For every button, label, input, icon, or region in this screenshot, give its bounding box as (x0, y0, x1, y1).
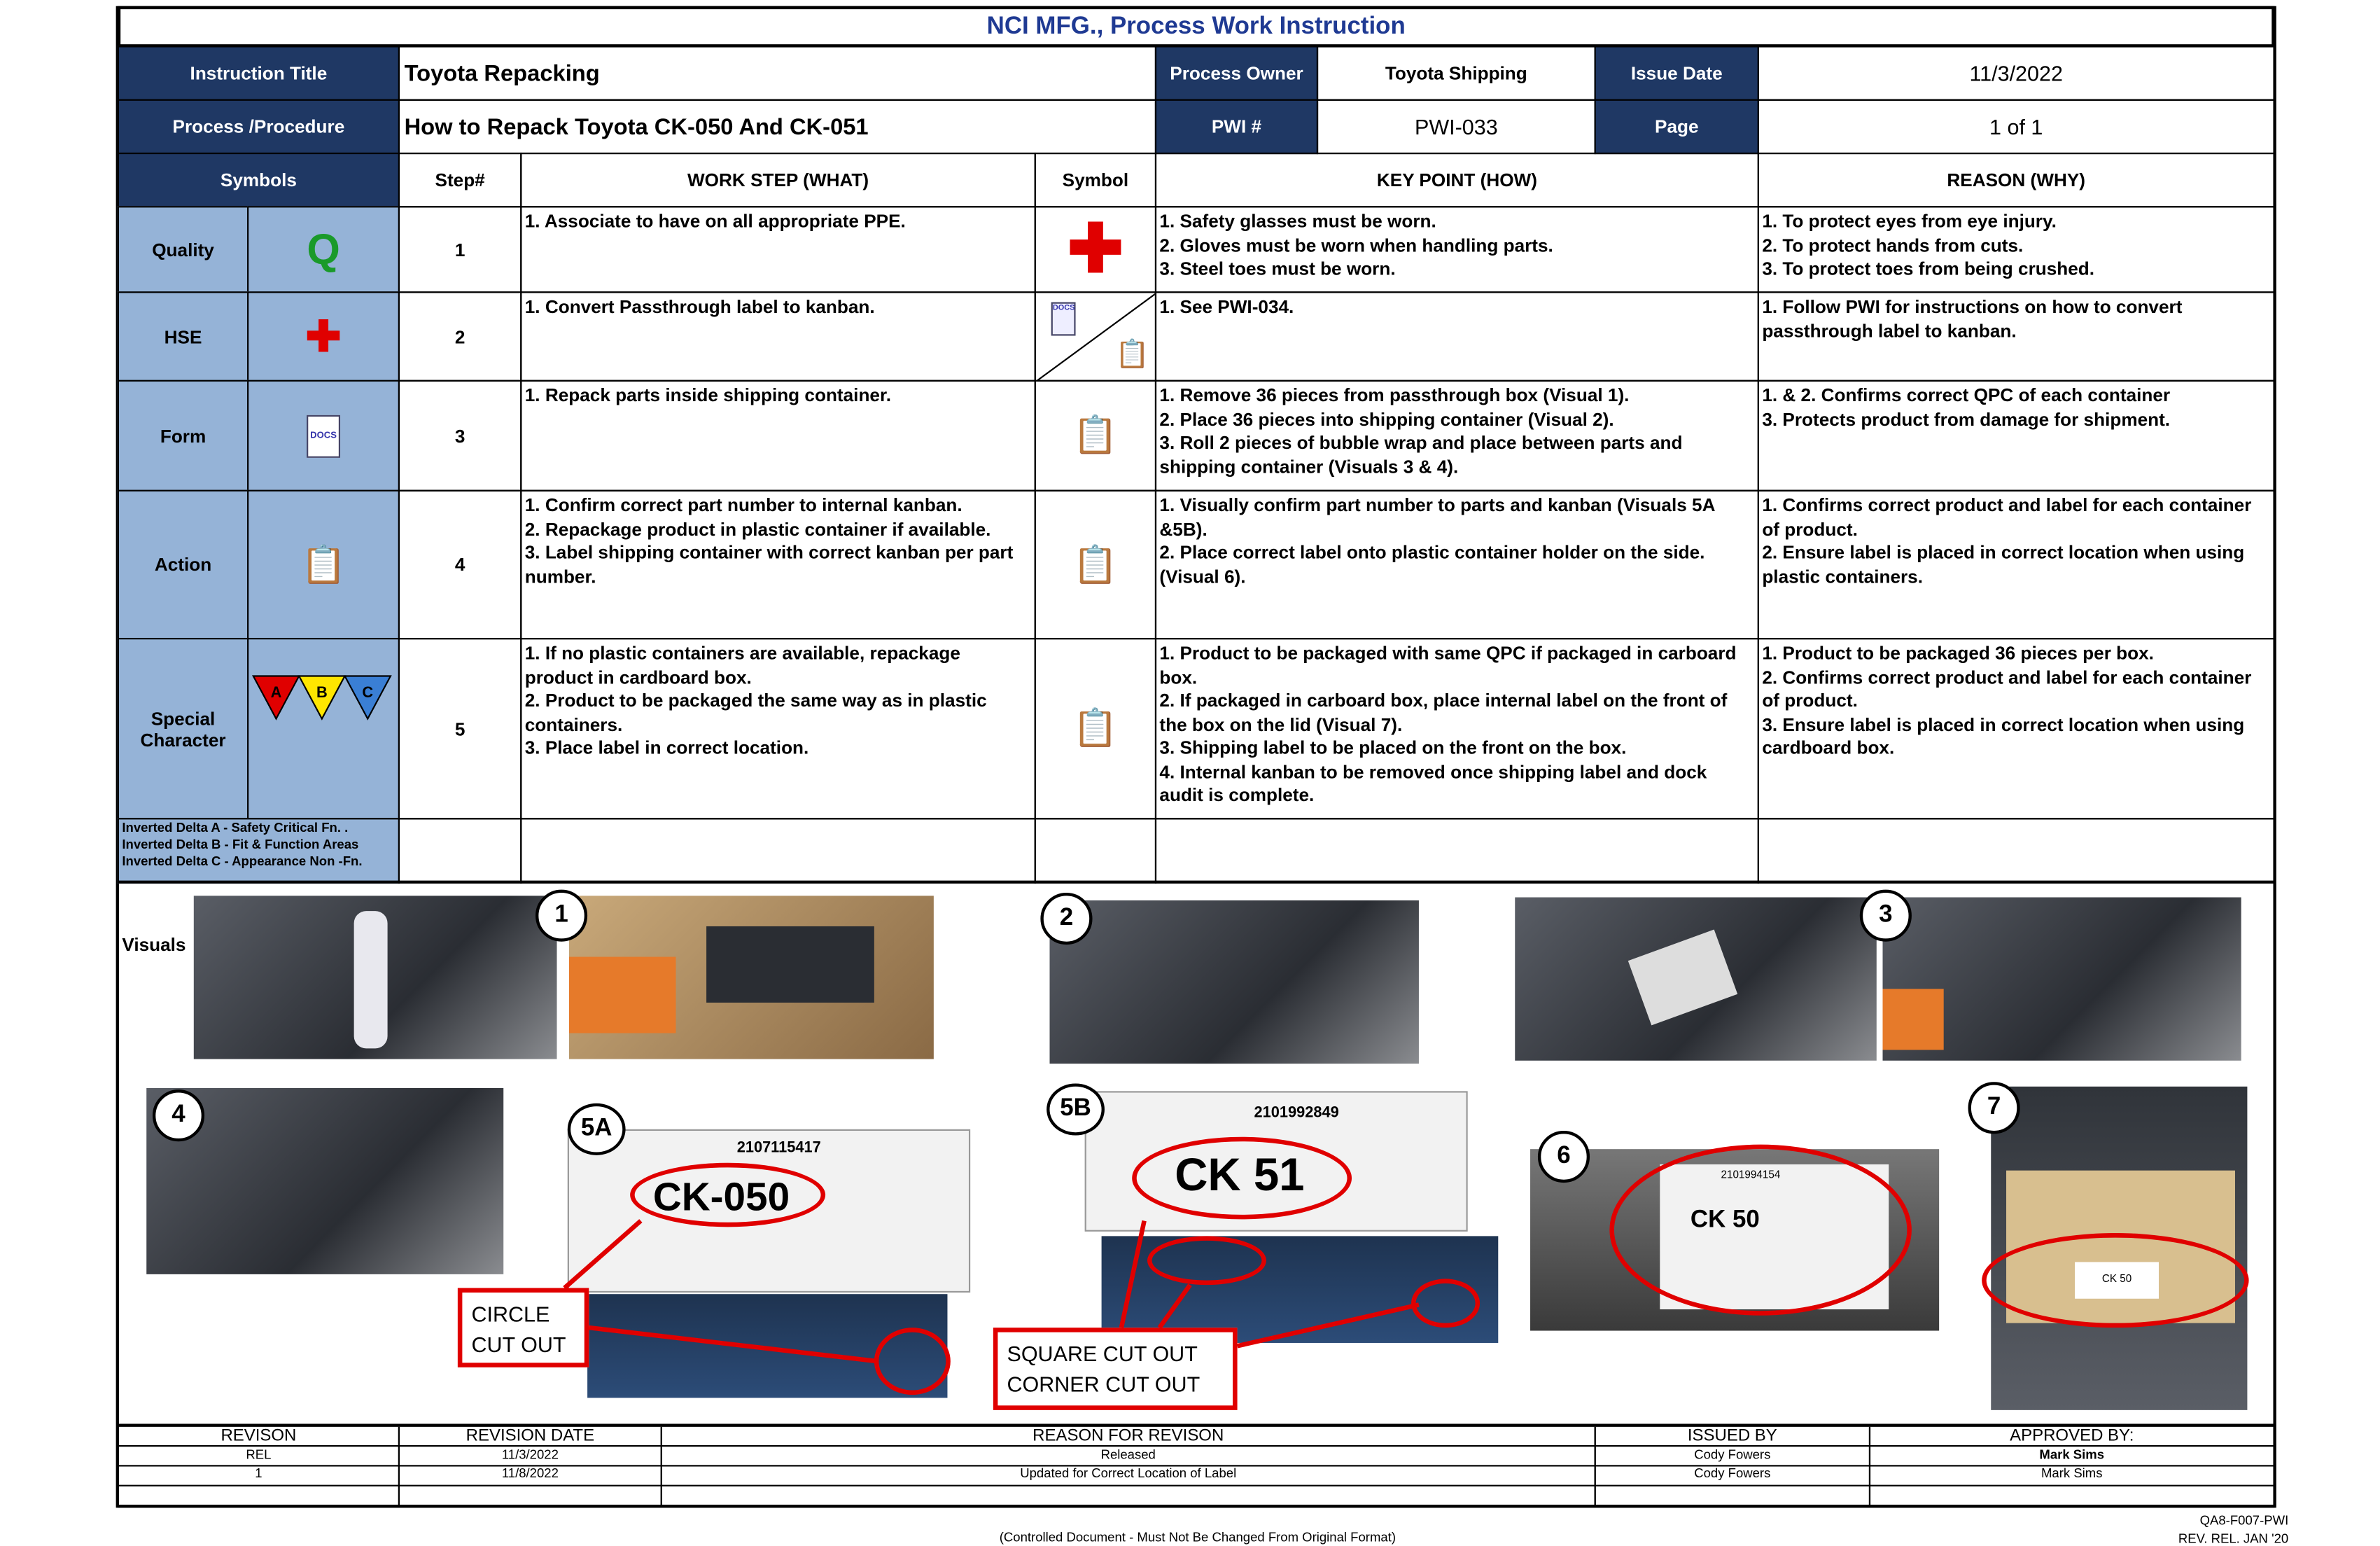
form-number: QA8-F007-PWI (2199, 1512, 2289, 1528)
form-doc-icon: DOCS (307, 415, 340, 457)
text-line: Mark Sims (2039, 1447, 2105, 1462)
procedure-label: Process /Procedure (118, 99, 400, 154)
key-point-header: KEY POINT (HOW) (1155, 153, 1759, 207)
special-character-deltas (247, 638, 400, 819)
text-line: REVISON (220, 1426, 297, 1445)
visual-1b-photo (569, 896, 934, 1059)
pwi-label: PWI # (1155, 99, 1318, 154)
text-line: 2. Gloves must be worn when handling parts. (1159, 234, 1553, 256)
decoration (569, 957, 676, 1033)
text-line: 3. Roll 2 pieces of bubble wrap and place between parts and shipping container (Visuals 3 & 4). (1159, 431, 1683, 478)
decoration (118, 1427, 400, 1505)
text-line: Released (1100, 1447, 1156, 1462)
symbol-label-special-character: Special Character (118, 638, 248, 819)
procedure-value: How to Repack Toyota CK-050 And CK-051 (398, 99, 1156, 154)
visual-badge-1: 1 (536, 890, 587, 942)
step-header: Step# (398, 153, 522, 207)
text-line: ISSUED BY (1687, 1426, 1777, 1445)
decoration (1595, 1427, 1870, 1505)
symbol-label-action: Action (118, 490, 248, 640)
key-point (1155, 291, 1759, 382)
reason (1758, 380, 2275, 492)
form-cell (247, 380, 400, 492)
step-number: 2 (398, 291, 522, 382)
text-line: 1. Safety glasses must be worn. (1159, 210, 1436, 232)
text-line: 2. Product to be packaged the same way as in plastic containers. (524, 690, 987, 735)
box-label-ck50: CK 50 (2075, 1262, 2159, 1298)
circle-cut-out-callout (458, 1288, 589, 1367)
work-step (520, 638, 1036, 819)
work-step (520, 291, 1036, 382)
text-line: 2. If packaged in carboard box, place internal label on the front of the box on the lid (Visual 7). (1159, 690, 1728, 735)
text-line: CORNER CUT OUT (1007, 1372, 1200, 1397)
issue-date-label: Issue Date (1595, 46, 1759, 100)
delta-b: B (316, 683, 328, 702)
decoration (661, 1427, 1596, 1505)
visual-badge-5a: 5A (568, 1103, 626, 1155)
empty-cell (1758, 818, 2275, 884)
work-step (520, 206, 1036, 293)
symbol-label-form: Form (118, 380, 248, 492)
text-line: 1. Product to be packaged with same QPC if packaged in carboard box. (1159, 642, 1737, 688)
divider (118, 1505, 2275, 1507)
process-owner-value: Toyota Shipping (1317, 46, 1596, 100)
page-label: Page (1595, 99, 1759, 154)
key-point (1155, 206, 1759, 293)
text-line: 1. Remove 36 pieces from passthrough box (Visual 1). (1159, 384, 1630, 406)
empty-cell (1035, 818, 1156, 884)
text-line: 2. Repackage product in plastic container if available. (524, 517, 991, 540)
symbol-cell-form-action (1035, 291, 1156, 382)
text-line: 2. Place 36 pieces into shipping container (Visual 2). (1159, 408, 1614, 430)
highlight-circle (630, 1163, 825, 1227)
action-clipboard-icon: 📋 (247, 490, 400, 640)
pwi-value: PWI-033 (1317, 99, 1596, 154)
text-line: Cody Fowers (1694, 1447, 1771, 1462)
highlight-circle (1132, 1137, 1352, 1220)
step-number: 1 (398, 206, 522, 293)
action-clipboard-icon: 📋 (1035, 490, 1156, 640)
symbol-label-quality: Quality (118, 206, 248, 293)
text-line: 2. Place correct label onto plastic container holder on the side. (Visual 6). (1159, 541, 1705, 587)
process-owner-label: Process Owner (1155, 46, 1318, 100)
text-line: 1. To protect eyes from eye injury. (1762, 210, 2057, 232)
step-number: 4 (398, 490, 522, 640)
text-line: 3. Steel toes must be worn. (1159, 258, 1396, 279)
visual-3a-photo (1515, 898, 1877, 1061)
text-line: 1. Product to be packaged 36 pieces per box. (1762, 642, 2154, 664)
text-line: 2. Confirms correct product and label for each container of product. (1762, 666, 2252, 711)
reason (1758, 206, 2275, 293)
text-line: 1. See PWI-034. (1159, 295, 1294, 318)
hse-cross-icon: ✚ (247, 291, 400, 382)
text-line: 1. Associate to have on all appropriate PPE. (524, 210, 906, 232)
step-number: 5 (398, 638, 522, 819)
visual-badge-5b: 5B (1046, 1083, 1105, 1135)
quality-icon: Q (247, 206, 400, 293)
text-line: 3. Label shipping container with correct kanban per part number. (524, 541, 1014, 587)
visual-badge-7: 7 (1968, 1082, 2020, 1134)
text-line: 1. Repack parts inside shipping container. (524, 384, 891, 406)
text-line: 11/8/2022 (501, 1465, 559, 1481)
part-number-ck050: CK-050 (652, 1174, 790, 1220)
reason (1758, 638, 2275, 819)
text-line: 1. Visually confirm part number to parts and kanban (Visuals 5A &5B). (1159, 494, 1715, 540)
text-line: 1. If no plastic containers are available, repackage product in cardboard box. (524, 642, 960, 688)
visual-badge-3: 3 (1860, 890, 1912, 942)
visual-3b-photo (1883, 898, 2241, 1061)
highlight-circle (874, 1328, 951, 1395)
text-line: Mark Sims (2041, 1465, 2103, 1481)
text-line: 1. & 2. Confirms correct QPC of each container (1762, 384, 2171, 406)
highlight-circle (1609, 1145, 1912, 1316)
text-line: Updated for Correct Location of Label (1020, 1465, 1237, 1481)
action-clipboard-icon: 📋 (1035, 638, 1156, 819)
text-line: CUT OUT (471, 1332, 566, 1357)
text-line: SQUARE CUT OUT (1007, 1341, 1198, 1366)
text-line: 1. Confirms correct product and label for each container of product. (1762, 494, 2252, 540)
text-line: 4. Internal kanban to be removed once shipping label and dock audit is complete. (1159, 760, 1707, 806)
work-step-header: WORK STEP (WHAT) (520, 153, 1036, 207)
step-number: 3 (398, 380, 522, 492)
symbol-header: Symbol (1035, 153, 1156, 207)
square-cut-out-callout (993, 1328, 1238, 1410)
action-clipboard-icon: 📋 (1035, 380, 1156, 492)
inverted-delta-icons (250, 673, 396, 725)
decoration (398, 1427, 662, 1505)
symbols-header: Symbols (118, 153, 400, 207)
reason (1758, 490, 2275, 640)
text-line: 2. To protect hands from cuts. (1762, 234, 2024, 256)
form-doc-icon: DOCS (1051, 302, 1076, 336)
text-line: 2. Ensure label is placed in correct location when using plastic containers. (1762, 541, 2245, 587)
visual-2-photo (1049, 900, 1418, 1064)
text-line: Cody Fowers (1694, 1465, 1771, 1481)
decoration (1869, 1427, 2275, 1505)
part-number-ck50: CK 50 (1690, 1206, 1760, 1234)
text-line: APPROVED BY: (2010, 1426, 2134, 1445)
highlight-circle (1411, 1279, 1480, 1328)
instruction-title-value: Toyota Repacking (398, 46, 1156, 100)
instruction-title-label: Instruction Title (118, 46, 400, 100)
issue-date-value: 11/3/2022 (1758, 46, 2275, 100)
decoration (354, 911, 388, 1048)
text-line: 3. To protect toes from being crushed. (1762, 258, 2095, 279)
form-revision: REV. REL. JAN '20 (2178, 1531, 2289, 1546)
text-line: 3. Protects product from damage for shipment. (1762, 408, 2171, 430)
text-line: CIRCLE (471, 1302, 550, 1326)
work-step (520, 490, 1036, 640)
label-number: 2107115417 (736, 1140, 821, 1157)
text-line: 1. Convert Passthrough label to kanban. (524, 295, 875, 318)
part-number-ck51: CK 51 (1175, 1150, 1305, 1202)
delta-legend (118, 818, 400, 884)
text-line: 1. Confirm correct part number to internal kanban. (524, 494, 962, 516)
reason-header: REASON (WHY) (1758, 153, 2275, 207)
empty-cell (1155, 818, 1759, 884)
symbol-label-hse: HSE (118, 291, 248, 382)
visual-1a-photo (194, 896, 557, 1059)
empty-cell (520, 818, 1036, 884)
controlled-document-note: (Controlled Document - Must Not Be Changed From Original Format) (999, 1528, 1396, 1545)
highlight-circle (1982, 1233, 2248, 1328)
decoration (706, 926, 874, 1003)
key-point (1155, 380, 1759, 492)
text-line: Inverted Delta B - Fit & Function Areas (122, 836, 359, 852)
empty-cell (398, 818, 522, 884)
text-line: Inverted Delta A - Safety Critical Fn. . (122, 819, 349, 835)
delta-a: A (270, 683, 282, 702)
text-line: 1 (255, 1465, 262, 1481)
text-line: REVISION DATE (465, 1426, 595, 1445)
highlight-circle (1147, 1236, 1266, 1285)
text-line: Inverted Delta C - Appearance Non -Fn. (122, 853, 363, 869)
document-title: NCI MFG., Process Work Instruction (118, 6, 2275, 48)
visual-badge-6: 6 (1538, 1131, 1590, 1183)
text-line: REL (246, 1447, 272, 1462)
visual-badge-2: 2 (1040, 893, 1092, 945)
decoration (1628, 930, 1737, 1026)
text-line: 3. Shipping label to be placed on the front on the box. (1159, 737, 1627, 759)
visuals-label: Visuals (122, 933, 186, 956)
text-line: 3. Place label in correct location. (524, 737, 809, 759)
visual-badge-4: 4 (153, 1089, 204, 1141)
key-point (1155, 638, 1759, 819)
page-value: 1 of 1 (1758, 99, 2275, 154)
decoration (1883, 989, 1944, 1050)
delta-c: C (362, 683, 374, 702)
label-number: 2101994154 (1721, 1170, 1781, 1181)
text-line: REASON FOR REVISON (1032, 1426, 1224, 1445)
text-line: 3. Ensure label is placed in correct location when using cardboard box. (1762, 713, 2245, 759)
reason (1758, 291, 2275, 382)
action-clipboard-icon: 📋 (1115, 338, 1150, 370)
text-line: 11/3/2022 (501, 1447, 559, 1462)
text-line: 1. Follow PWI for instructions on how to convert passthrough label to kanban. (1762, 295, 2183, 342)
hse-cross-icon: ✚ (1035, 206, 1156, 293)
key-point (1155, 490, 1759, 640)
work-step (520, 380, 1036, 492)
label-number: 2101992849 (1254, 1104, 1339, 1122)
